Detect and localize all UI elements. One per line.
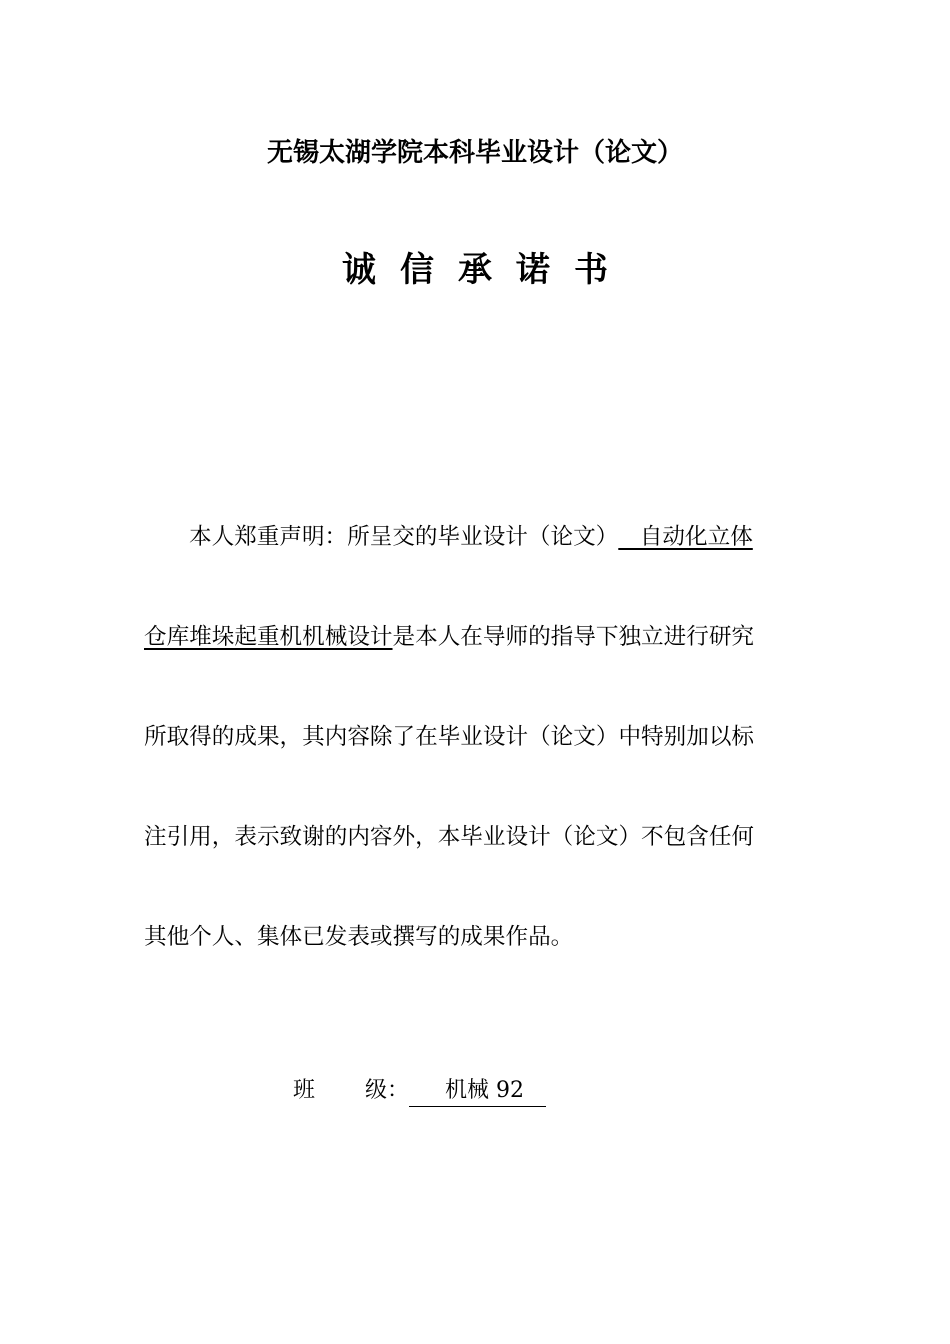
class-field — [293, 1073, 546, 1109]
declaration-line-4: 注引用，表示致谢的内容外，本毕业设计（论文）不包含任何 — [144, 824, 755, 850]
declaration-paragraph — [144, 487, 808, 987]
declaration-line-2-text: 是本人在导师的指导下独立进行研究 — [392, 624, 755, 650]
class-label-part-2: 级： — [365, 1078, 410, 1103]
class-label-part-1: 班 — [293, 1078, 316, 1103]
declaration-intro: 本人郑重声明：所呈交的毕业设计（论文） — [189, 524, 619, 550]
thesis-title-part-2: 仓库堆垛起重机机械设计 — [144, 624, 393, 650]
declaration-line-2 — [144, 587, 808, 687]
declaration-line-3: 所取得的成果，其内容除了在毕业设计（论文）中特别加以标 — [144, 724, 755, 750]
class-value: 机械 92 — [409, 1076, 546, 1107]
school-title: 无锡太湖学院本科毕业设计（论文） — [266, 138, 683, 168]
declaration-line-5: 其他个人、集体已发表或撰写的成果作品。 — [144, 924, 574, 950]
declaration-line-1 — [144, 487, 808, 587]
integrity-pledge-heading: 诚信承诺书 — [342, 250, 632, 290]
thesis-title-part-1: 自动化立体 — [618, 524, 753, 550]
